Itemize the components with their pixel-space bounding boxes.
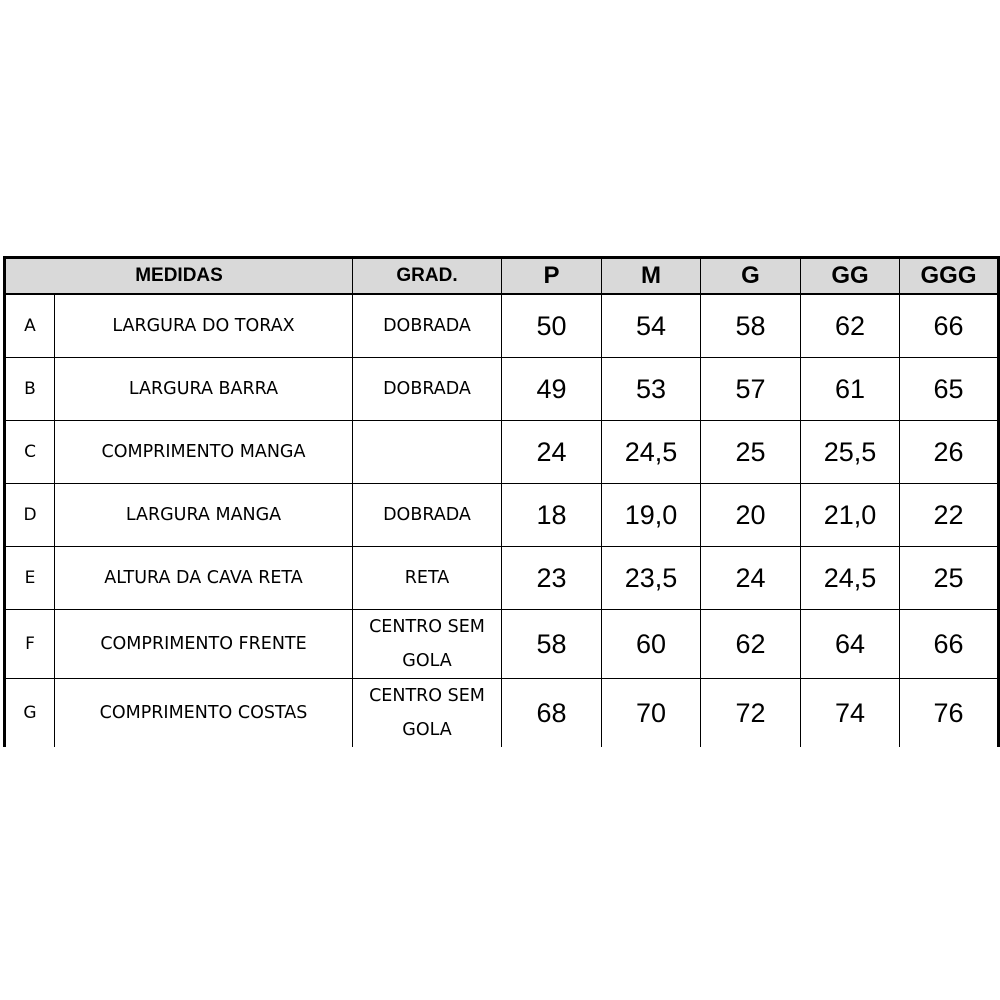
value-g: 62 [701,610,801,679]
value-ggg: 66 [900,610,999,679]
row-grad [353,679,502,748]
value-ggg: 66 [900,294,999,358]
row-measure-name: COMPRIMENTO MANGA [55,421,353,484]
value-p: 24 [502,421,602,484]
value-ggg: 25 [900,547,999,610]
row-code: B [5,358,55,421]
header-size-ggg: GGG [900,258,999,295]
value-m: 60 [602,610,701,679]
table-row [5,610,999,679]
header-size-gg: GG [801,258,900,295]
row-grad: DOBRADA [353,358,502,421]
table-row [5,484,999,547]
value-g: 58 [701,294,801,358]
row-measure-name: LARGURA DO TORAX [55,294,353,358]
row-measure-name: LARGURA MANGA [55,484,353,547]
value-p: 68 [502,679,602,748]
value-ggg: 65 [900,358,999,421]
value-gg: 62 [801,294,900,358]
value-g: 25 [701,421,801,484]
value-ggg: 22 [900,484,999,547]
value-p: 18 [502,484,602,547]
value-p: 49 [502,358,602,421]
row-grad: DOBRADA [353,294,502,358]
value-gg: 61 [801,358,900,421]
value-ggg: 76 [900,679,999,748]
table-row [5,294,999,358]
value-m: 19,0 [602,484,701,547]
row-code: E [5,547,55,610]
value-gg: 64 [801,610,900,679]
header-row [5,258,999,295]
header-size-p: P [502,258,602,295]
row-grad: DOBRADA [353,484,502,547]
value-gg: 24,5 [801,547,900,610]
table-row [5,547,999,610]
row-grad-text: CENTRO SEM GOLA [369,617,485,671]
value-g: 20 [701,484,801,547]
row-code: A [5,294,55,358]
table-row [5,679,999,748]
row-grad-text: CENTRO SEM GOLA [369,686,485,740]
value-m: 70 [602,679,701,748]
size-chart-table [3,256,1000,747]
row-measure-name: ALTURA DA CAVA RETA [55,547,353,610]
value-g: 24 [701,547,801,610]
row-code: F [5,610,55,679]
value-m: 23,5 [602,547,701,610]
row-measure-name: COMPRIMENTO COSTAS [55,679,353,748]
value-gg: 74 [801,679,900,748]
value-m: 54 [602,294,701,358]
value-gg: 25,5 [801,421,900,484]
row-grad [353,610,502,679]
table-row [5,358,999,421]
row-code: G [5,679,55,748]
value-g: 72 [701,679,801,748]
row-code: C [5,421,55,484]
value-m: 24,5 [602,421,701,484]
value-gg: 21,0 [801,484,900,547]
row-measure-name: LARGURA BARRA [55,358,353,421]
table-row [5,421,999,484]
row-code: D [5,484,55,547]
value-p: 50 [502,294,602,358]
header-measures: MEDIDAS [5,258,353,295]
value-m: 53 [602,358,701,421]
value-g: 57 [701,358,801,421]
value-p: 23 [502,547,602,610]
row-grad: RETA [353,547,502,610]
row-grad [353,421,502,484]
header-size-g: G [701,258,801,295]
value-ggg: 26 [900,421,999,484]
value-p: 58 [502,610,602,679]
row-measure-name: COMPRIMENTO FRENTE [55,610,353,679]
header-grad: GRAD. [353,258,502,295]
header-size-m: M [602,258,701,295]
